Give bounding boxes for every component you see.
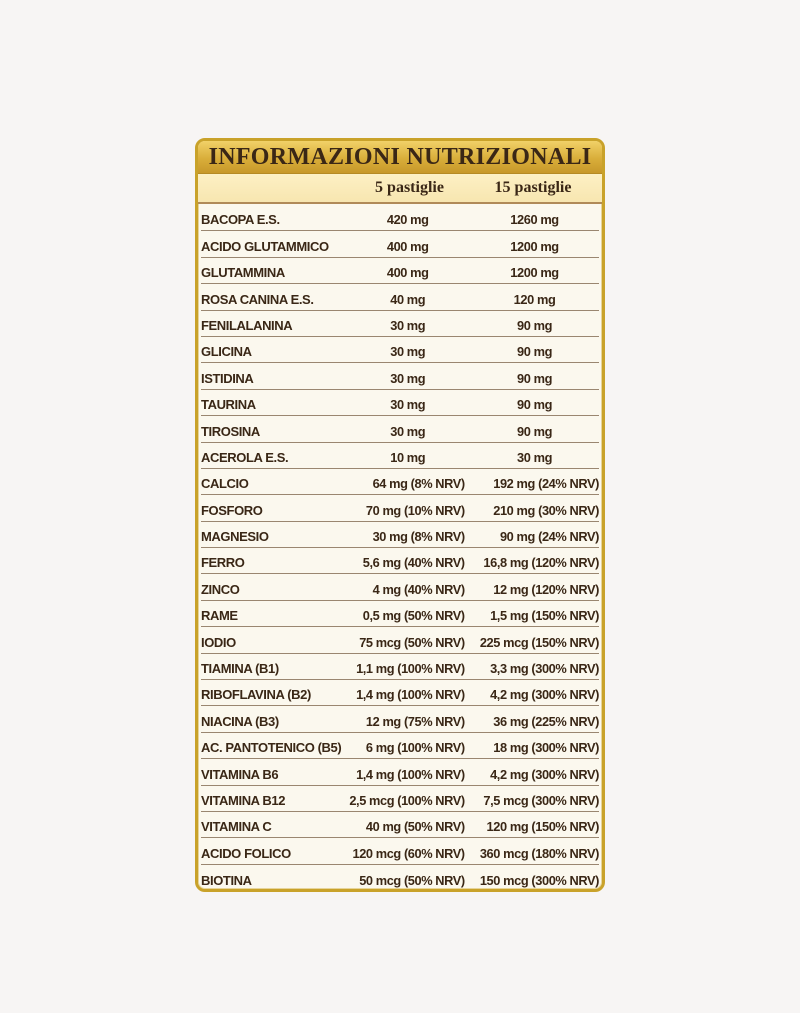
table-row (201, 733, 599, 759)
row-name: NIACINA (B3) (201, 713, 279, 729)
row-value-15-pastiglie: 12 mg (120% NRV) (493, 581, 599, 597)
row-value-5-pastiglie: 5,6 mg (40% NRV) (362, 555, 465, 571)
row-value-5-pastiglie: 1,4 mg (100% NRV) (356, 687, 465, 703)
row-value-5-pastiglie: 30 mg (390, 423, 426, 439)
row-value-5-pastiglie: 40 mg (390, 291, 426, 307)
table-row (201, 363, 599, 389)
row-value-15-pastiglie: 1260 mg (510, 212, 559, 228)
table-row (201, 231, 599, 257)
row-name: BIOTINA (201, 873, 252, 889)
row-name: FENILALANINA (201, 317, 293, 333)
row-value-15-pastiglie: 360 mcg (180% NRV) (479, 845, 599, 861)
row-name: TIROSINA (201, 423, 260, 439)
column-header-5-pastiglie: 5 pastiglie (375, 179, 444, 196)
row-name: TIAMINA (B1) (201, 661, 279, 677)
table-row (201, 680, 599, 706)
row-name: MAGNESIO (201, 529, 269, 545)
nutrition-table (195, 138, 605, 892)
row-name: IODIO (201, 634, 236, 650)
row-name: VITAMINA B6 (201, 766, 279, 782)
row-value-5-pastiglie: 400 mg (386, 238, 429, 254)
row-value-5-pastiglie: 30 mg (8% NRV) (372, 529, 465, 545)
row-value-5-pastiglie: 70 mg (10% NRV) (365, 502, 465, 518)
table-row (201, 390, 599, 416)
row-value-15-pastiglie: 90 mg (517, 370, 552, 386)
table-row (201, 838, 599, 864)
row-value-15-pastiglie: 120 mg (150% NRV) (486, 819, 599, 835)
row-name: ZINCO (201, 581, 240, 597)
row-value-15-pastiglie: 4,2 mg (300% NRV) (490, 766, 599, 782)
row-value-15-pastiglie: 3,3 mg (300% NRV) (490, 661, 599, 677)
row-value-15-pastiglie: 210 mg (30% NRV) (493, 502, 599, 518)
row-value-15-pastiglie: 225 mcg (150% NRV) (479, 634, 599, 650)
row-name: TAURINA (201, 397, 256, 413)
row-value-15-pastiglie: 90 mg (517, 423, 552, 439)
row-name: AC. PANTOTENICO (B5) (201, 740, 342, 756)
table-row (201, 311, 599, 337)
row-name: ROSA CANINA E.S. (201, 291, 314, 307)
row-value-15-pastiglie: 90 mg (517, 397, 552, 413)
table-row (201, 654, 599, 680)
table-title: INFORMAZIONI NUTRIZIONALI (208, 143, 592, 170)
row-name: FERRO (201, 555, 245, 571)
row-value-15-pastiglie: 1,5 mg (150% NRV) (490, 608, 599, 624)
row-value-15-pastiglie: 4,2 mg (300% NRV) (490, 687, 599, 703)
row-value-15-pastiglie: 30 mg (517, 449, 552, 465)
row-value-5-pastiglie: 30 mg (390, 370, 426, 386)
row-value-5-pastiglie: 120 mcg (60% NRV) (352, 845, 465, 861)
table-row (201, 337, 599, 363)
row-value-5-pastiglie: 30 mg (390, 397, 426, 413)
table-row (201, 812, 599, 838)
table-row (201, 548, 599, 574)
table-row (201, 258, 599, 284)
row-value-5-pastiglie: 2,5 mcg (100% NRV) (349, 792, 465, 808)
row-name: ISTIDINA (201, 370, 254, 386)
row-value-5-pastiglie: 30 mg (390, 317, 426, 333)
row-name: VITAMINA C (201, 819, 272, 835)
row-name: ACIDO GLUTAMMICO (201, 238, 329, 254)
table-row (201, 416, 599, 442)
row-value-5-pastiglie: 64 mg (8% NRV) (372, 476, 465, 492)
row-value-15-pastiglie: 18 mg (300% NRV) (493, 740, 599, 756)
table-row (201, 574, 599, 600)
row-name: GLICINA (201, 344, 252, 360)
row-value-5-pastiglie: 400 mg (386, 265, 429, 281)
title-bar (198, 141, 602, 174)
row-name: FOSFORO (201, 502, 263, 518)
row-value-15-pastiglie: 90 mg (517, 317, 552, 333)
row-name: GLUTAMMINA (201, 265, 285, 281)
table-row (201, 443, 599, 469)
row-name: CALCIO (201, 476, 249, 492)
row-value-15-pastiglie: 120 mg (513, 291, 556, 307)
row-value-5-pastiglie: 420 mg (386, 212, 429, 228)
column-header-15-pastiglie: 15 pastiglie (494, 179, 572, 196)
table-row (201, 759, 599, 785)
row-value-5-pastiglie: 4 mg (40% NRV) (372, 581, 465, 597)
row-value-5-pastiglie: 1,1 mg (100% NRV) (356, 661, 465, 677)
table-row (201, 205, 599, 231)
table-body (198, 204, 602, 891)
row-name: RIBOFLAVINA (B2) (201, 687, 311, 703)
row-value-15-pastiglie: 192 mg (24% NRV) (493, 476, 599, 492)
row-value-15-pastiglie: 150 mcg (300% NRV) (479, 873, 599, 889)
row-name: RAME (201, 608, 238, 624)
table-row (201, 469, 599, 495)
row-value-5-pastiglie: 10 mg (390, 449, 426, 465)
table-row (201, 495, 599, 521)
row-value-5-pastiglie: 6 mg (100% NRV) (365, 740, 465, 756)
row-value-5-pastiglie: 50 mcg (50% NRV) (359, 873, 465, 889)
table-row (201, 706, 599, 732)
table-row (201, 865, 599, 891)
row-name: ACIDO FOLICO (201, 845, 291, 861)
row-value-5-pastiglie: 0,5 mg (50% NRV) (362, 608, 465, 624)
row-name: VITAMINA B12 (201, 792, 286, 808)
row-name: BACOPA E.S. (201, 212, 280, 228)
row-value-15-pastiglie: 90 mg (517, 344, 552, 360)
table-row (201, 522, 599, 548)
row-value-15-pastiglie: 16,8 mg (120% NRV) (483, 555, 599, 571)
row-value-15-pastiglie: 1200 mg (510, 238, 559, 254)
row-value-5-pastiglie: 1,4 mg (100% NRV) (356, 766, 465, 782)
table-row (201, 786, 599, 812)
table-row (201, 627, 599, 653)
row-value-15-pastiglie: 36 mg (225% NRV) (493, 713, 599, 729)
table-row (201, 601, 599, 627)
column-header-row (198, 174, 602, 204)
table-row (201, 284, 599, 310)
row-value-15-pastiglie: 7,5 mcg (300% NRV) (483, 792, 599, 808)
row-value-15-pastiglie: 90 mg (24% NRV) (499, 529, 599, 545)
row-value-5-pastiglie: 12 mg (75% NRV) (365, 713, 465, 729)
row-name: ACEROLA E.S. (201, 449, 289, 465)
row-value-5-pastiglie: 75 mcg (50% NRV) (359, 634, 465, 650)
row-value-15-pastiglie: 1200 mg (510, 265, 559, 281)
row-value-5-pastiglie: 30 mg (390, 344, 426, 360)
row-value-5-pastiglie: 40 mg (50% NRV) (365, 819, 465, 835)
